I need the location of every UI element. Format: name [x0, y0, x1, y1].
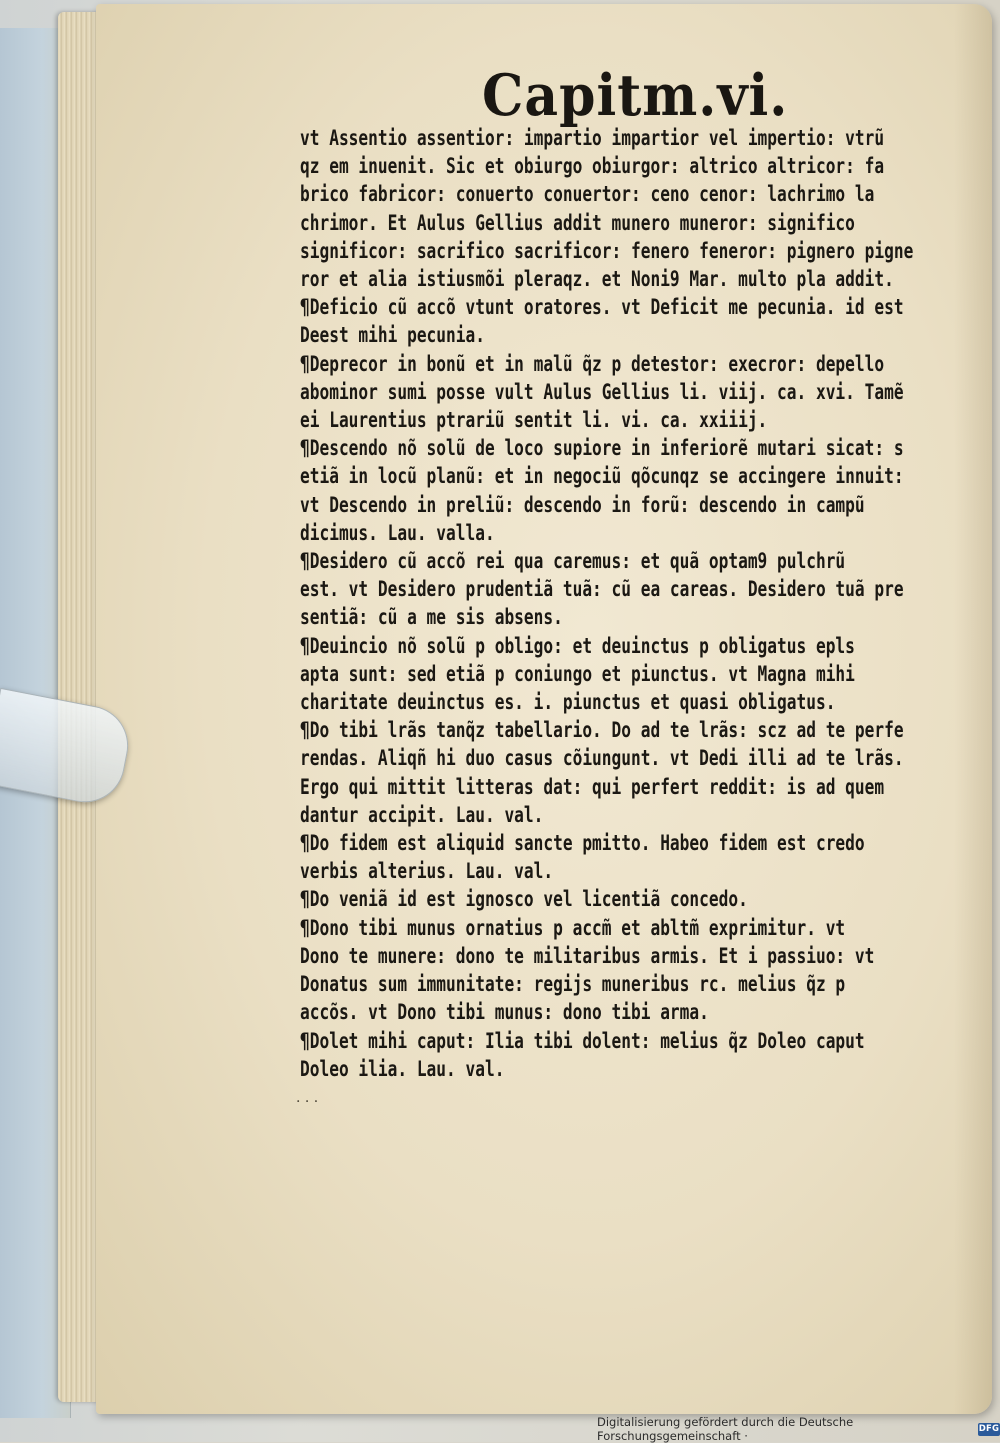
text-line: vt Assentio assentior: impartio impartior vel impertio: vtrũ	[300, 126, 885, 150]
text-line: ¶Dono tibi munus ornatius p accm̃ et abltm̃ exprimitur. vt	[300, 915, 846, 940]
ornament-dots: · · ·	[296, 1094, 319, 1110]
text-line: abominor sumi posse vult Aulus Gellius li. viij. ca. xvi. Tamẽ	[300, 379, 904, 404]
text-line: Deest mihi pecunia.	[300, 323, 485, 348]
footer-text: Digitalisierung gefördert durch die Deutsche Forschungsgemeinschaft ·	[597, 1415, 854, 1443]
chapter-heading: Capitm.vi.	[482, 62, 789, 130]
text-line: charitate deuinctus es. i. piunctus et quasi obligatus.	[300, 690, 836, 715]
text-line: est. vt Desidero prudentiã tuã: cũ ea careas. Desidero tuã pre	[300, 577, 904, 602]
text-line: ¶Dolet mihi caput: Ilia tibi dolent: melius q̃z Doleo caput	[300, 1028, 865, 1053]
text-line: Ergo qui mittit litteras dat: qui perfert reddit: is ad quem	[300, 774, 885, 799]
text-line: dicimus. Lau. valla.	[300, 520, 495, 545]
text-line: ¶Do fidem est aliquid sancte pmitto. Habeo fidem est credo	[300, 831, 865, 856]
footer-credit	[597, 1415, 1000, 1443]
text-line: Donatus sum immunitate: regijs muneribus rc. melius q̃z p	[300, 972, 846, 997]
text-line: etiã in locũ planũ: et in negociũ qõcunqz se accingere innuit:	[300, 464, 904, 489]
text-line: ¶Deficio cũ accõ vtunt oratores. vt Deficit me pecunia. id est	[300, 295, 904, 320]
text-line: ror et alia istiusmõi pleraqz. et Noni9 Mar. multo pla addit.	[300, 267, 894, 292]
text-line: apta sunt: sed etiã p coniungo et piunctus. vt Magna mihi	[300, 661, 855, 686]
text-line: Dono te munere: dono te militaribus armis. Et i passiuo: vt	[300, 943, 875, 968]
text-line: ¶Desidero cũ accõ rei qua caremus: et quã optam9 pulchrũ	[300, 549, 846, 574]
text-line: ¶Descendo nõ solũ de loco supiore in inferiorẽ mutari sicat: s	[300, 436, 904, 461]
text-line: rendas. Aliqñ hi duo casus cõiungunt. vt Dedi illi ad te lrãs.	[300, 746, 904, 771]
text-line: ei Laurentius ptrariũ sentit li. vi. ca. xxiiij.	[300, 408, 768, 433]
text-block	[300, 124, 928, 1083]
text-line: sentiã: cũ a me sis absens.	[300, 605, 563, 630]
text-line: verbis alterius. Lau. val.	[300, 859, 554, 884]
text-line: brico fabricor: conuerto conuertor: ceno cenor: lachrimo la	[300, 182, 875, 207]
text-line: ¶Deprecor in bonũ et in malũ q̃z p detestor: execror: depello	[300, 351, 885, 376]
text-line: accõs. vt Dono tibi munus: dono tibi arma.	[300, 1000, 709, 1025]
text-line: chrimor. Et Aulus Gellius addit munero muneror: significo	[300, 210, 855, 235]
text-line: vt Descendo in preliũ: descendo in forũ: descendo in campũ	[300, 492, 865, 517]
text-line: qz em inuenit. Sic et obiurgo obiurgor: altrico altricor: fa	[300, 154, 885, 179]
text-line: dantur accipit. Lau. val.	[300, 802, 544, 827]
dfg-logo: DFG	[978, 1424, 1000, 1434]
page-edge-shadow	[954, 4, 992, 1414]
text-line: significor: sacrifico sacrificor: fenero feneror: pignero pigne	[300, 238, 914, 263]
text-line: ¶Deuincio nõ solũ p obligo: et deuinctus p obligatus epls	[300, 633, 855, 658]
text-line: ¶Do veniã id est ignosco vel licentiã concedo.	[300, 887, 748, 912]
text-line: Doleo ilia. Lau. val.	[300, 1056, 505, 1081]
text-line: ¶Do tibi lrãs tanq̃z tabellario. Do ad te lrãs: scz ad te perfe	[300, 718, 904, 743]
